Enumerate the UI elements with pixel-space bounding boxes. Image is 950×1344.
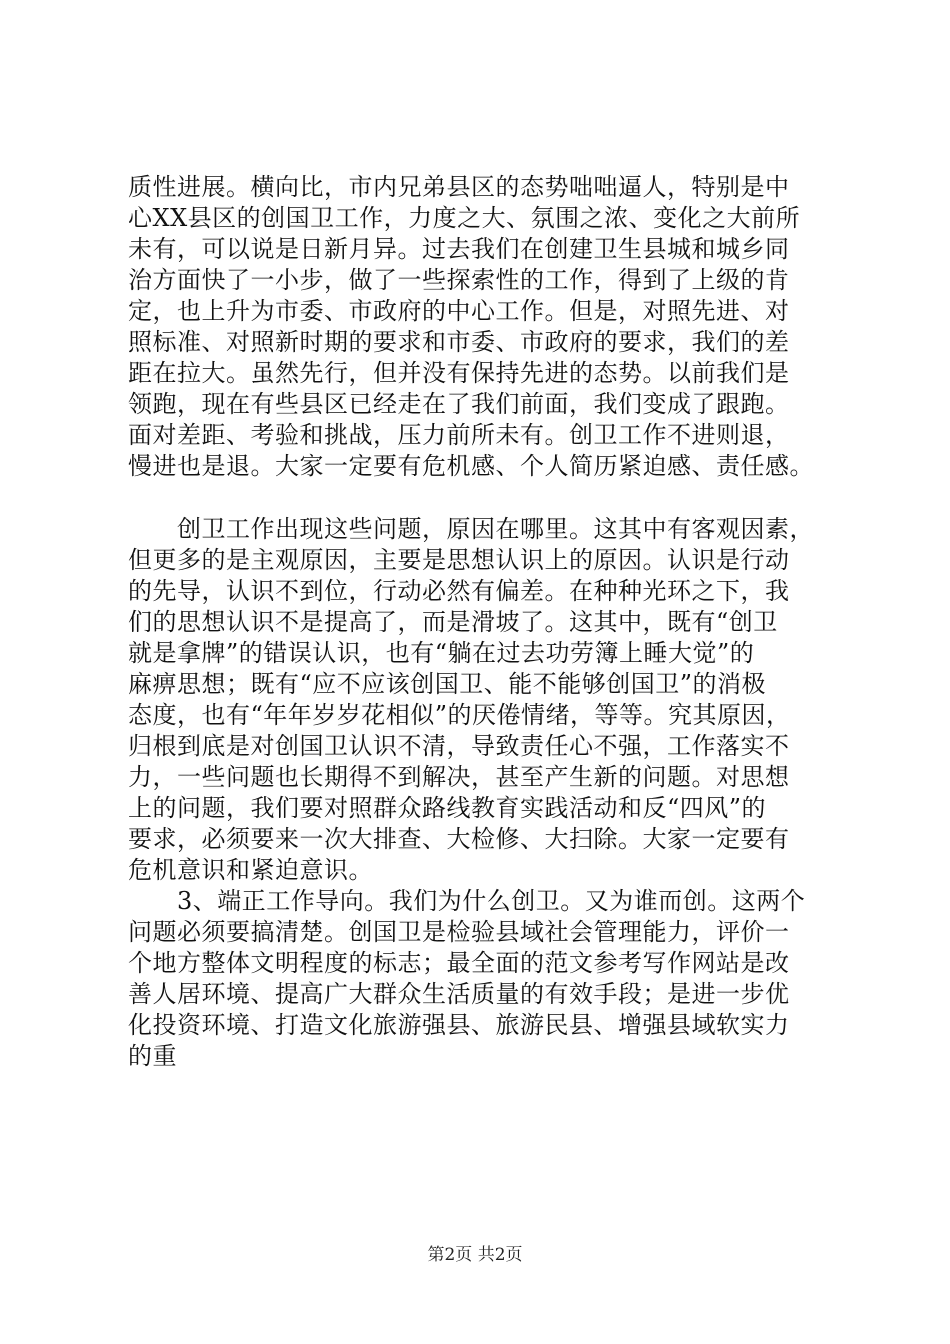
paragraph-gap bbox=[128, 482, 838, 514]
text-line: 领跑，现在有些县区已经走在了我们前面，我们变成了跟跑。 bbox=[128, 390, 790, 418]
page-footer: 第2页 共2页 bbox=[427, 1245, 523, 1265]
text-line: 定，也上升为市委、市政府的中心工作。但是，对照先进、对 bbox=[128, 297, 790, 325]
text-line: 创卫工作出现这些问题，原因在哪里。这其中有客观因素， bbox=[128, 515, 814, 543]
text-line: 就是拿牌”的错误认识，也有“躺在过去功劳簿上睡大觉”的 bbox=[128, 639, 755, 667]
text-line: 的先导，认识不到位，行动必然有偏差。在种种光环之下，我 bbox=[128, 577, 790, 605]
text-line: 面对差距、考验和挑战，压力前所未有。创卫工作不进则退， bbox=[128, 421, 790, 449]
text-line: 要求，必须要来一次大排查、大检修、大扫除。大家一定要有 bbox=[128, 825, 790, 853]
text-line: 质性进展。横向比，市内兄弟县区的态势咄咄逼人，特别是中 bbox=[128, 173, 790, 201]
text-line: 距在拉大。虽然先行，但并没有保持先进的态势。以前我们是 bbox=[128, 359, 790, 387]
text-line: 3、端正工作导向。我们为什么创卫。又为谁而创。这两个 bbox=[128, 887, 806, 915]
paragraph-1 bbox=[128, 172, 838, 482]
text-line: 麻痹思想；既有“应不应该创国卫、能不能够创国卫”的消极 bbox=[128, 670, 767, 698]
text-line: 力，一些问题也长期得不到解决，甚至产生新的问题。对思想 bbox=[128, 763, 790, 791]
text-line: 未有，可以说是日新月异。过去我们在创建卫生县城和城乡同 bbox=[128, 235, 790, 263]
text-line: 归根到底是对创国卫认识不清，导致责任心不强，工作落实不 bbox=[128, 732, 790, 760]
text-line: 个地方整体文明程度的标志；最全面的范文参考写作网站是改 bbox=[128, 949, 790, 977]
text-line: 的重 bbox=[128, 1042, 177, 1070]
text-line: 问题必须要搞清楚。创国卫是检验县域社会管理能力，评价一 bbox=[128, 918, 790, 946]
text-line: 们的思想认识不是提高了，而是滑坡了。这其中，既有“创卫 bbox=[128, 608, 778, 636]
text-line: 善人居环境、提高广大群众生活质量的有效手段；是进一步优 bbox=[128, 980, 790, 1008]
document-body bbox=[128, 172, 838, 1072]
text-line: 治方面快了一小步，做了一些探索性的工作，得到了上级的肯 bbox=[128, 266, 790, 294]
text-line: 心XX县区的创国卫工作，力度之大、氛围之浓、变化之大前所 bbox=[128, 204, 801, 232]
text-line: 照标准、对照新时期的要求和市委、市政府的要求，我们的差 bbox=[128, 328, 790, 356]
text-line: 但更多的是主观原因，主要是思想认识上的原因。认识是行动 bbox=[128, 546, 790, 574]
text-line: 化投资环境、打造文化旅游强县、旅游民县、增强县域软实力 bbox=[128, 1011, 790, 1039]
text-line: 慢进也是退。大家一定要有危机感、个人简历紧迫感、责任感。 bbox=[128, 452, 814, 480]
paragraph-3 bbox=[128, 886, 838, 1072]
text-line: 危机意识和紧迫意识。 bbox=[128, 856, 373, 884]
text-line: 上的问题，我们要对照群众路线教育实践活动和反“四风”的 bbox=[128, 794, 767, 822]
text-line: 态度，也有“年年岁岁花相似”的厌倦情绪，等等。究其原因， bbox=[128, 701, 791, 729]
paragraph-2 bbox=[128, 514, 838, 886]
